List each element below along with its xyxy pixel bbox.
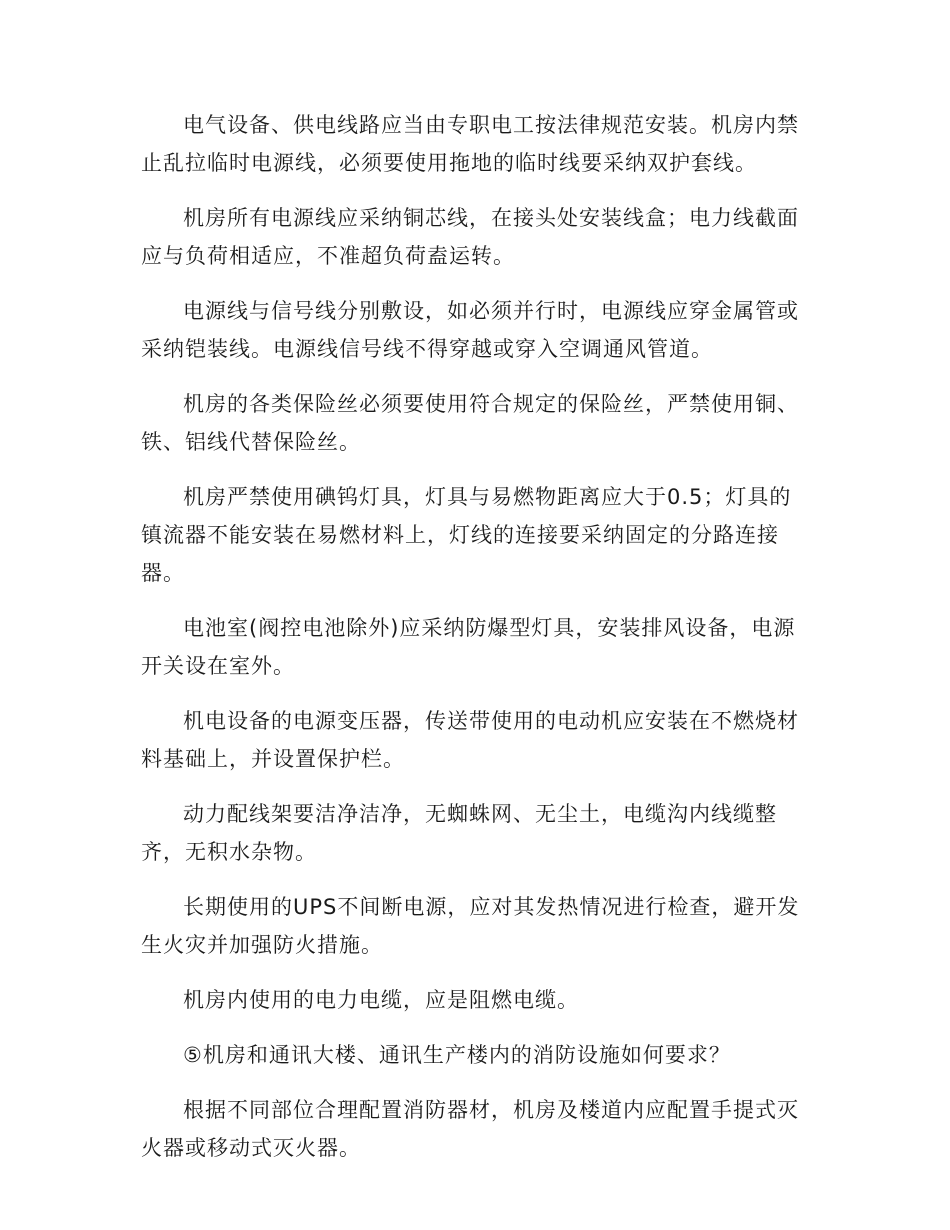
section-question: ⑤机房和通讯大楼、通讯生产楼内的消防设施如何要求？ — [183, 1043, 731, 1067]
document-body — [141, 106, 811, 1184]
paragraph: 机房的各类保险丝必须要使用符合规定的保险丝，严禁使用铜、铁、铝线代替保险丝。 — [141, 392, 799, 454]
paragraph: 机电设备的电源变压器，传送带使用的电动机应安装在不燃烧材料基础上，并设置保护栏。 — [141, 709, 799, 771]
paragraph: 长期使用的UPS不间断电源，应对其发热情况进行检查，避开发生火灾并加强防火措施。 — [141, 895, 800, 957]
paragraph: 动力配线架要洁净洁净，无蜘蛛网、无尘土，电缆沟内线缆整齐，无积水杂物。 — [141, 802, 777, 864]
paragraph: 电池室(阀控电池除外)应采纳防爆型灯具，安装排风设备，电源开关设在室外。 — [141, 616, 796, 678]
paragraph: 电气设备、供电线路应当由专职电工按法律规范安装。机房内禁止乱拉临时电源线，必须要使用拖地的临时线要采纳双护套线。 — [141, 113, 799, 175]
paragraph: 电源线与信号线分别敷设，如必须并行时，电源线应穿金属管或采纳铠装线。电源线信号线不得穿越或穿入空调通风管道。 — [141, 299, 799, 361]
paragraph: 机房所有电源线应采纳铜芯线，在接头处安装线盒；电力线截面应与负荷相适应，不准超负荷盍运转。 — [141, 206, 799, 268]
paragraph: 机房严禁使用碘钨灯具，灯具与易燃物距离应大于0.5；灯具的镇流器不能安装在易燃材料上，灯线的连接要采纳固定的分路连接器。 — [141, 485, 792, 585]
paragraph: 机房内使用的电力电缆，应是阻燃电缆。 — [183, 988, 579, 1012]
paragraph: 根据不同部位合理配置消防器材，机房及楼道内应配置手提式灭火器或移动式灭火器。 — [141, 1098, 799, 1160]
